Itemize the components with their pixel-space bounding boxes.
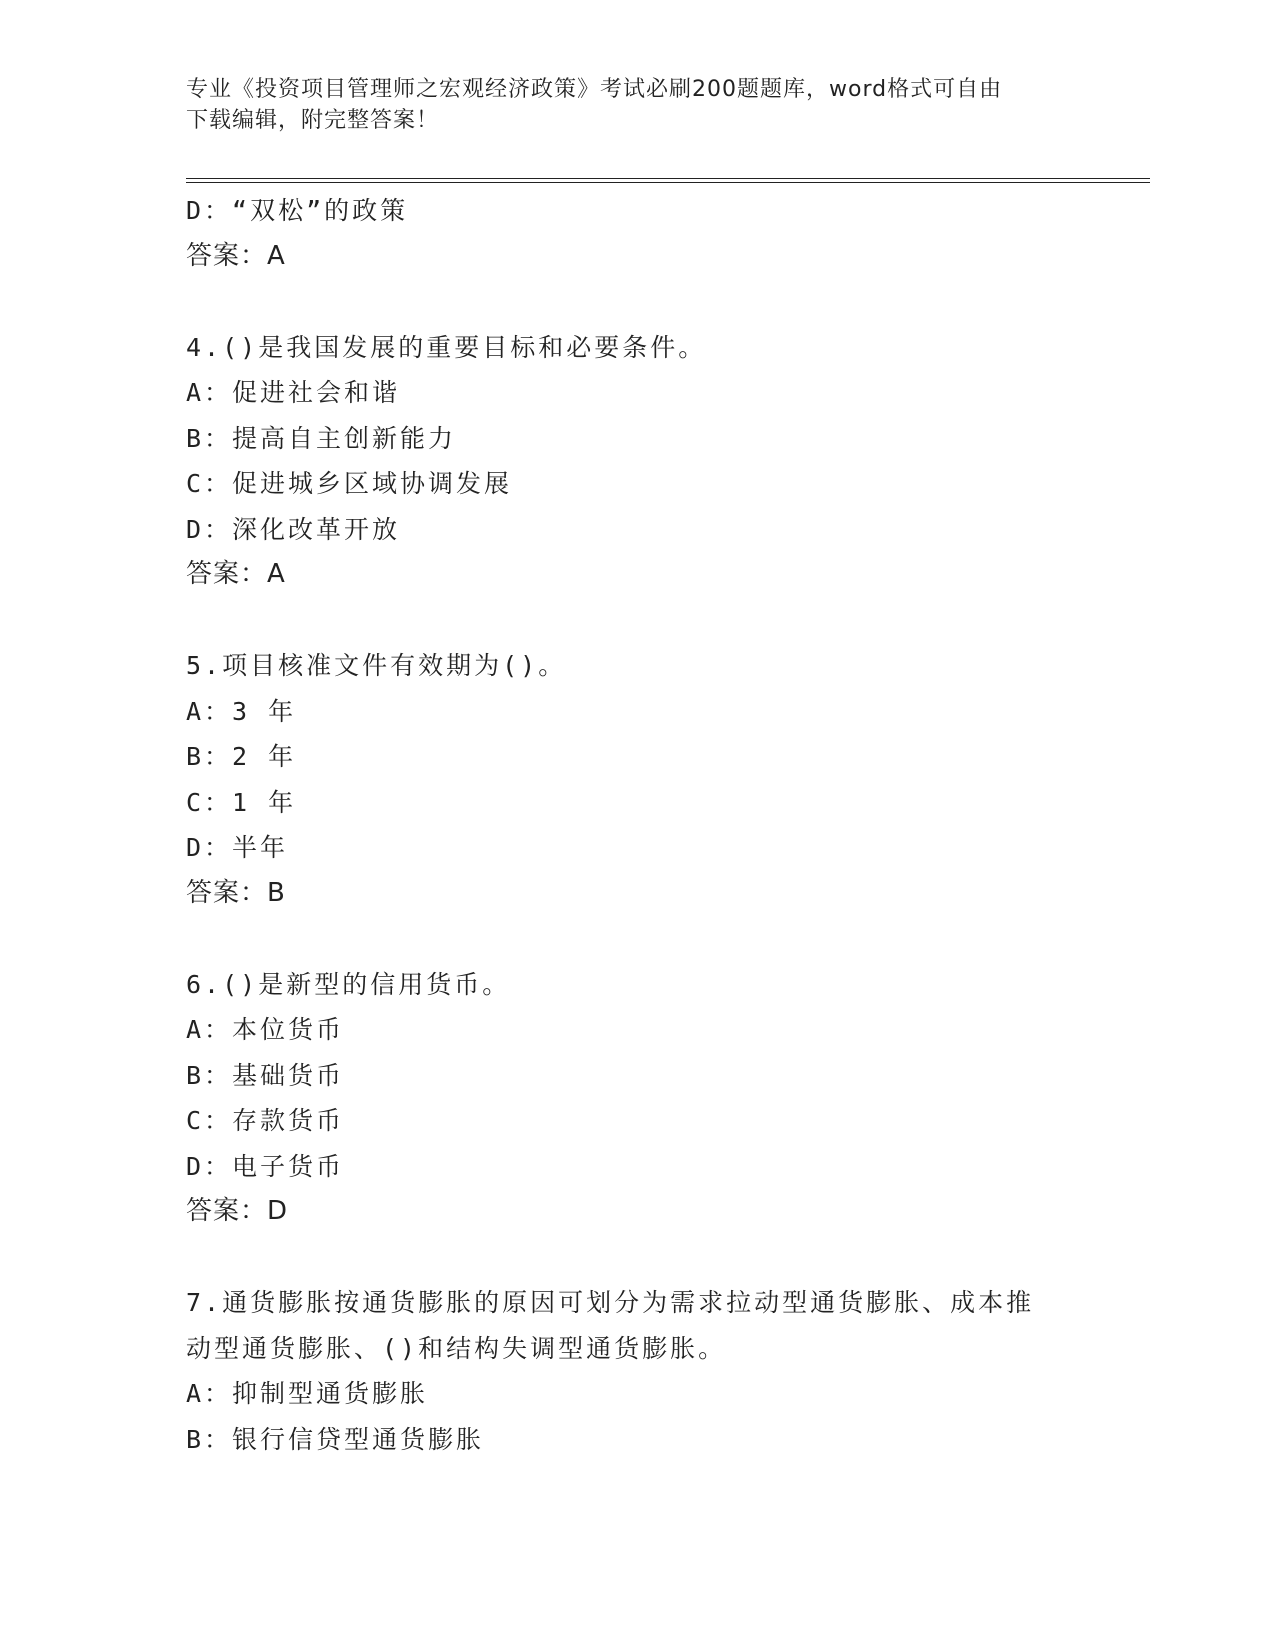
question-text: 6.()是新型的信用货币。	[186, 969, 511, 999]
question-list	[186, 188, 1086, 1462]
answer-line: 答案：B	[186, 877, 286, 908]
option-b: B：基础货币	[186, 1060, 345, 1090]
option-b: B：2 年	[186, 742, 297, 771]
option-b: B：提高自主创新能力	[186, 423, 457, 453]
header-line-1: 专业《投资项目管理师之宏观经济政策》考试必刷200题题库，word格式可自由	[186, 77, 1003, 102]
option-a: A：本位货币	[186, 1015, 345, 1044]
question-text: 4.()是我国发展的重要目标和必要条件。	[186, 332, 707, 362]
question-text: 5.项目核准文件有效期为()。	[186, 651, 567, 680]
option-a: A：抑制型通货膨胀	[186, 1379, 429, 1408]
question-4	[186, 325, 1086, 598]
header-line-2: 下载编辑，附完整答案！	[186, 108, 440, 133]
document-header	[186, 74, 1086, 136]
answer-line: 答案：D	[186, 1196, 289, 1226]
answer-line: 答案：A	[186, 240, 286, 271]
question-5	[186, 643, 1086, 916]
header-rule-bottom	[186, 182, 1150, 183]
option-a: A：促进社会和谐	[186, 378, 401, 407]
option-d: D：电子货币	[186, 1151, 345, 1181]
spacer	[186, 916, 1086, 962]
question-text-line-2: 动型通货膨胀、()和结构失调型通货膨胀。	[186, 1333, 727, 1363]
option-d: D：“双松”的政策	[186, 196, 409, 225]
spacer	[186, 1235, 1086, 1281]
spacer	[186, 598, 1086, 644]
option-c: C：促进城乡区域协调发展	[186, 469, 513, 498]
question-7	[186, 1280, 1086, 1462]
option-a: A：3 年	[186, 696, 297, 726]
question-6	[186, 962, 1086, 1235]
spacer	[186, 279, 1086, 325]
option-b: B：银行信贷型通货膨胀	[186, 1424, 485, 1454]
option-c: C：1 年	[186, 787, 297, 817]
header-rule-top	[186, 178, 1150, 179]
option-c: C：存款货币	[186, 1106, 345, 1135]
question-carryover	[186, 188, 1086, 279]
option-d: D：深化改革开放	[186, 514, 401, 544]
question-text-line-1: 7.通货膨胀按通货膨胀的原因可划分为需求拉动型通货膨胀、成本推	[186, 1288, 1035, 1317]
answer-line: 答案：A	[186, 559, 286, 589]
option-d: D：半年	[186, 833, 289, 862]
